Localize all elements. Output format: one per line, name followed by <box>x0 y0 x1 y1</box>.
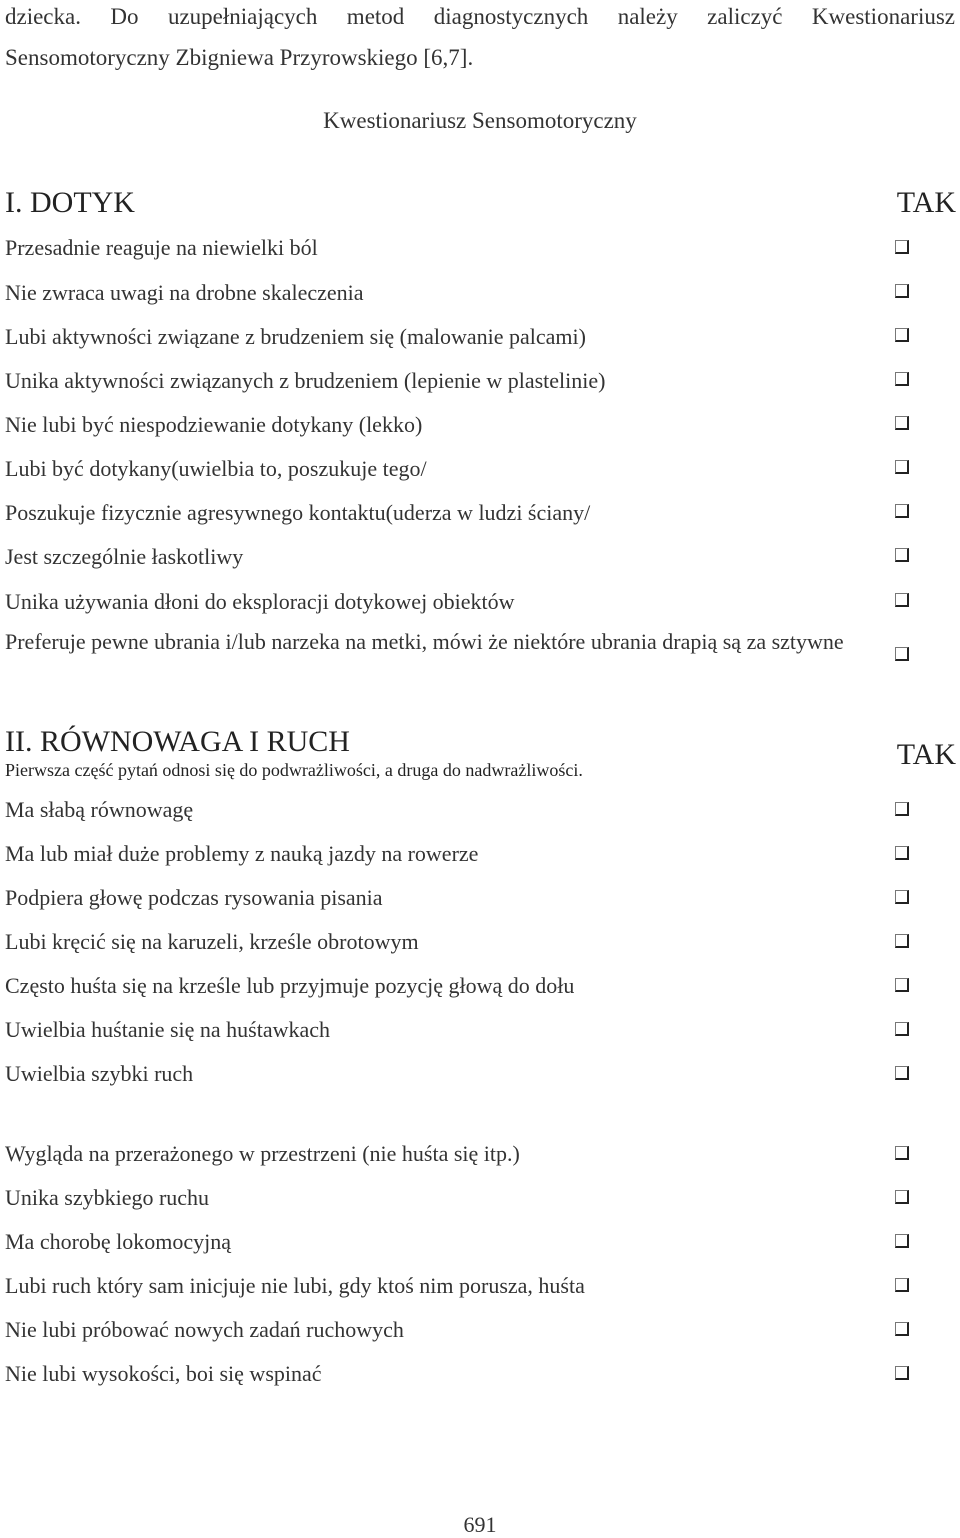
question-item: Uwielbia szybki ruch <box>5 1061 194 1086</box>
question-item: Uwielbia huśtanie się na huśtawkach <box>5 1017 331 1042</box>
checkbox[interactable] <box>895 548 909 562</box>
checkbox[interactable] <box>895 846 909 860</box>
intro-paragraph <box>5 0 955 78</box>
checkbox[interactable] <box>895 240 909 254</box>
question-item: Nie zwraca uwagi na drobne skaleczenia <box>5 280 364 305</box>
question-item: Nie lubi wysokości, boi się wspinać <box>5 1361 322 1386</box>
checkbox[interactable] <box>895 1234 909 1248</box>
question-item: Preferuje pewne ubrania i/lub narzeka na metki, mówi że niektóre ubrania drapią są za sztywne <box>5 629 844 654</box>
checkbox[interactable] <box>895 890 909 904</box>
question-item: Przesadnie reaguje na niewielki ból <box>5 235 318 260</box>
checkbox[interactable] <box>895 1146 909 1160</box>
intro-line-1: dziecka. Do uzupełniających metod diagnostycznych należy zaliczyć Kwestionariusz <box>5 4 955 29</box>
question-item: Często huśta się na krześle lub przyjmuje pozycję głową do dołu <box>5 973 575 998</box>
checkbox[interactable] <box>895 372 909 386</box>
question-item: Nie lubi próbować nowych zadań ruchowych <box>5 1317 404 1342</box>
section-heading-balance: II. RÓWNOWAGA I RUCH <box>5 725 350 758</box>
checkbox[interactable] <box>895 416 909 430</box>
tak-column-header: TAK <box>896 738 956 771</box>
question-item: Poszukuje fizycznie agresywnego kontaktu(uderza w ludzi ściany/ <box>5 500 591 525</box>
checkbox[interactable] <box>895 593 909 607</box>
checkbox[interactable] <box>895 284 909 298</box>
checkbox[interactable] <box>895 647 909 661</box>
checkbox[interactable] <box>895 978 909 992</box>
tak-column-header: TAK <box>896 186 956 219</box>
question-item: Ma lub miał duże problemy z nauką jazdy na rowerze <box>5 841 479 866</box>
section-note: Pierwsza część pytań odnosi się do podwrażliwości, a druga do nadwrażliwości. <box>5 760 583 780</box>
questionnaire-title: Kwestionariusz Sensomotoryczny <box>323 108 637 133</box>
question-item: Lubi kręcić się na karuzeli, krześle obrotowym <box>5 929 419 954</box>
question-item: Ma chorobę lokomocyjną <box>5 1229 232 1254</box>
question-item: Unika szybkiego ruchu <box>5 1185 210 1210</box>
question-item: Lubi aktywności związane z brudzeniem się (malowanie palcami) <box>5 324 586 349</box>
checkbox[interactable] <box>895 460 909 474</box>
intro-line-2: Sensomotoryczny Zbigniewa Przyrowskiego [6,7]. <box>5 45 474 70</box>
page-number: 691 <box>463 1512 497 1537</box>
question-item: Lubi ruch który sam inicjuje nie lubi, gdy ktoś nim porusza, huśta <box>5 1273 585 1298</box>
checkbox[interactable] <box>895 1066 909 1080</box>
checkbox[interactable] <box>895 328 909 342</box>
question-item: Podpiera głowę podczas rysowania pisania <box>5 885 383 910</box>
question-item: Jest szczególnie łaskotliwy <box>5 544 244 569</box>
checkbox[interactable] <box>895 1366 909 1380</box>
question-item: Lubi być dotykany(uwielbia to, poszukuje tego/ <box>5 456 427 481</box>
checkbox[interactable] <box>895 1022 909 1036</box>
question-item: Unika używania dłoni do eksploracji dotykowej obiektów <box>5 589 515 614</box>
question-item: Nie lubi być niespodziewanie dotykany (lekko) <box>5 412 423 437</box>
checkbox[interactable] <box>895 504 909 518</box>
checkbox[interactable] <box>895 802 909 816</box>
checkbox[interactable] <box>895 1190 909 1204</box>
section-heading-touch: I. DOTYK <box>5 186 135 219</box>
question-item: Unika aktywności związanych z brudzeniem (lepienie w plastelinie) <box>5 368 606 393</box>
checkbox[interactable] <box>895 1322 909 1336</box>
question-item: Ma słabą równowagę <box>5 797 194 822</box>
checkbox[interactable] <box>895 1278 909 1292</box>
question-item: Wygląda na przerażonego w przestrzeni (nie huśta się itp.) <box>5 1141 520 1166</box>
checkbox[interactable] <box>895 934 909 948</box>
